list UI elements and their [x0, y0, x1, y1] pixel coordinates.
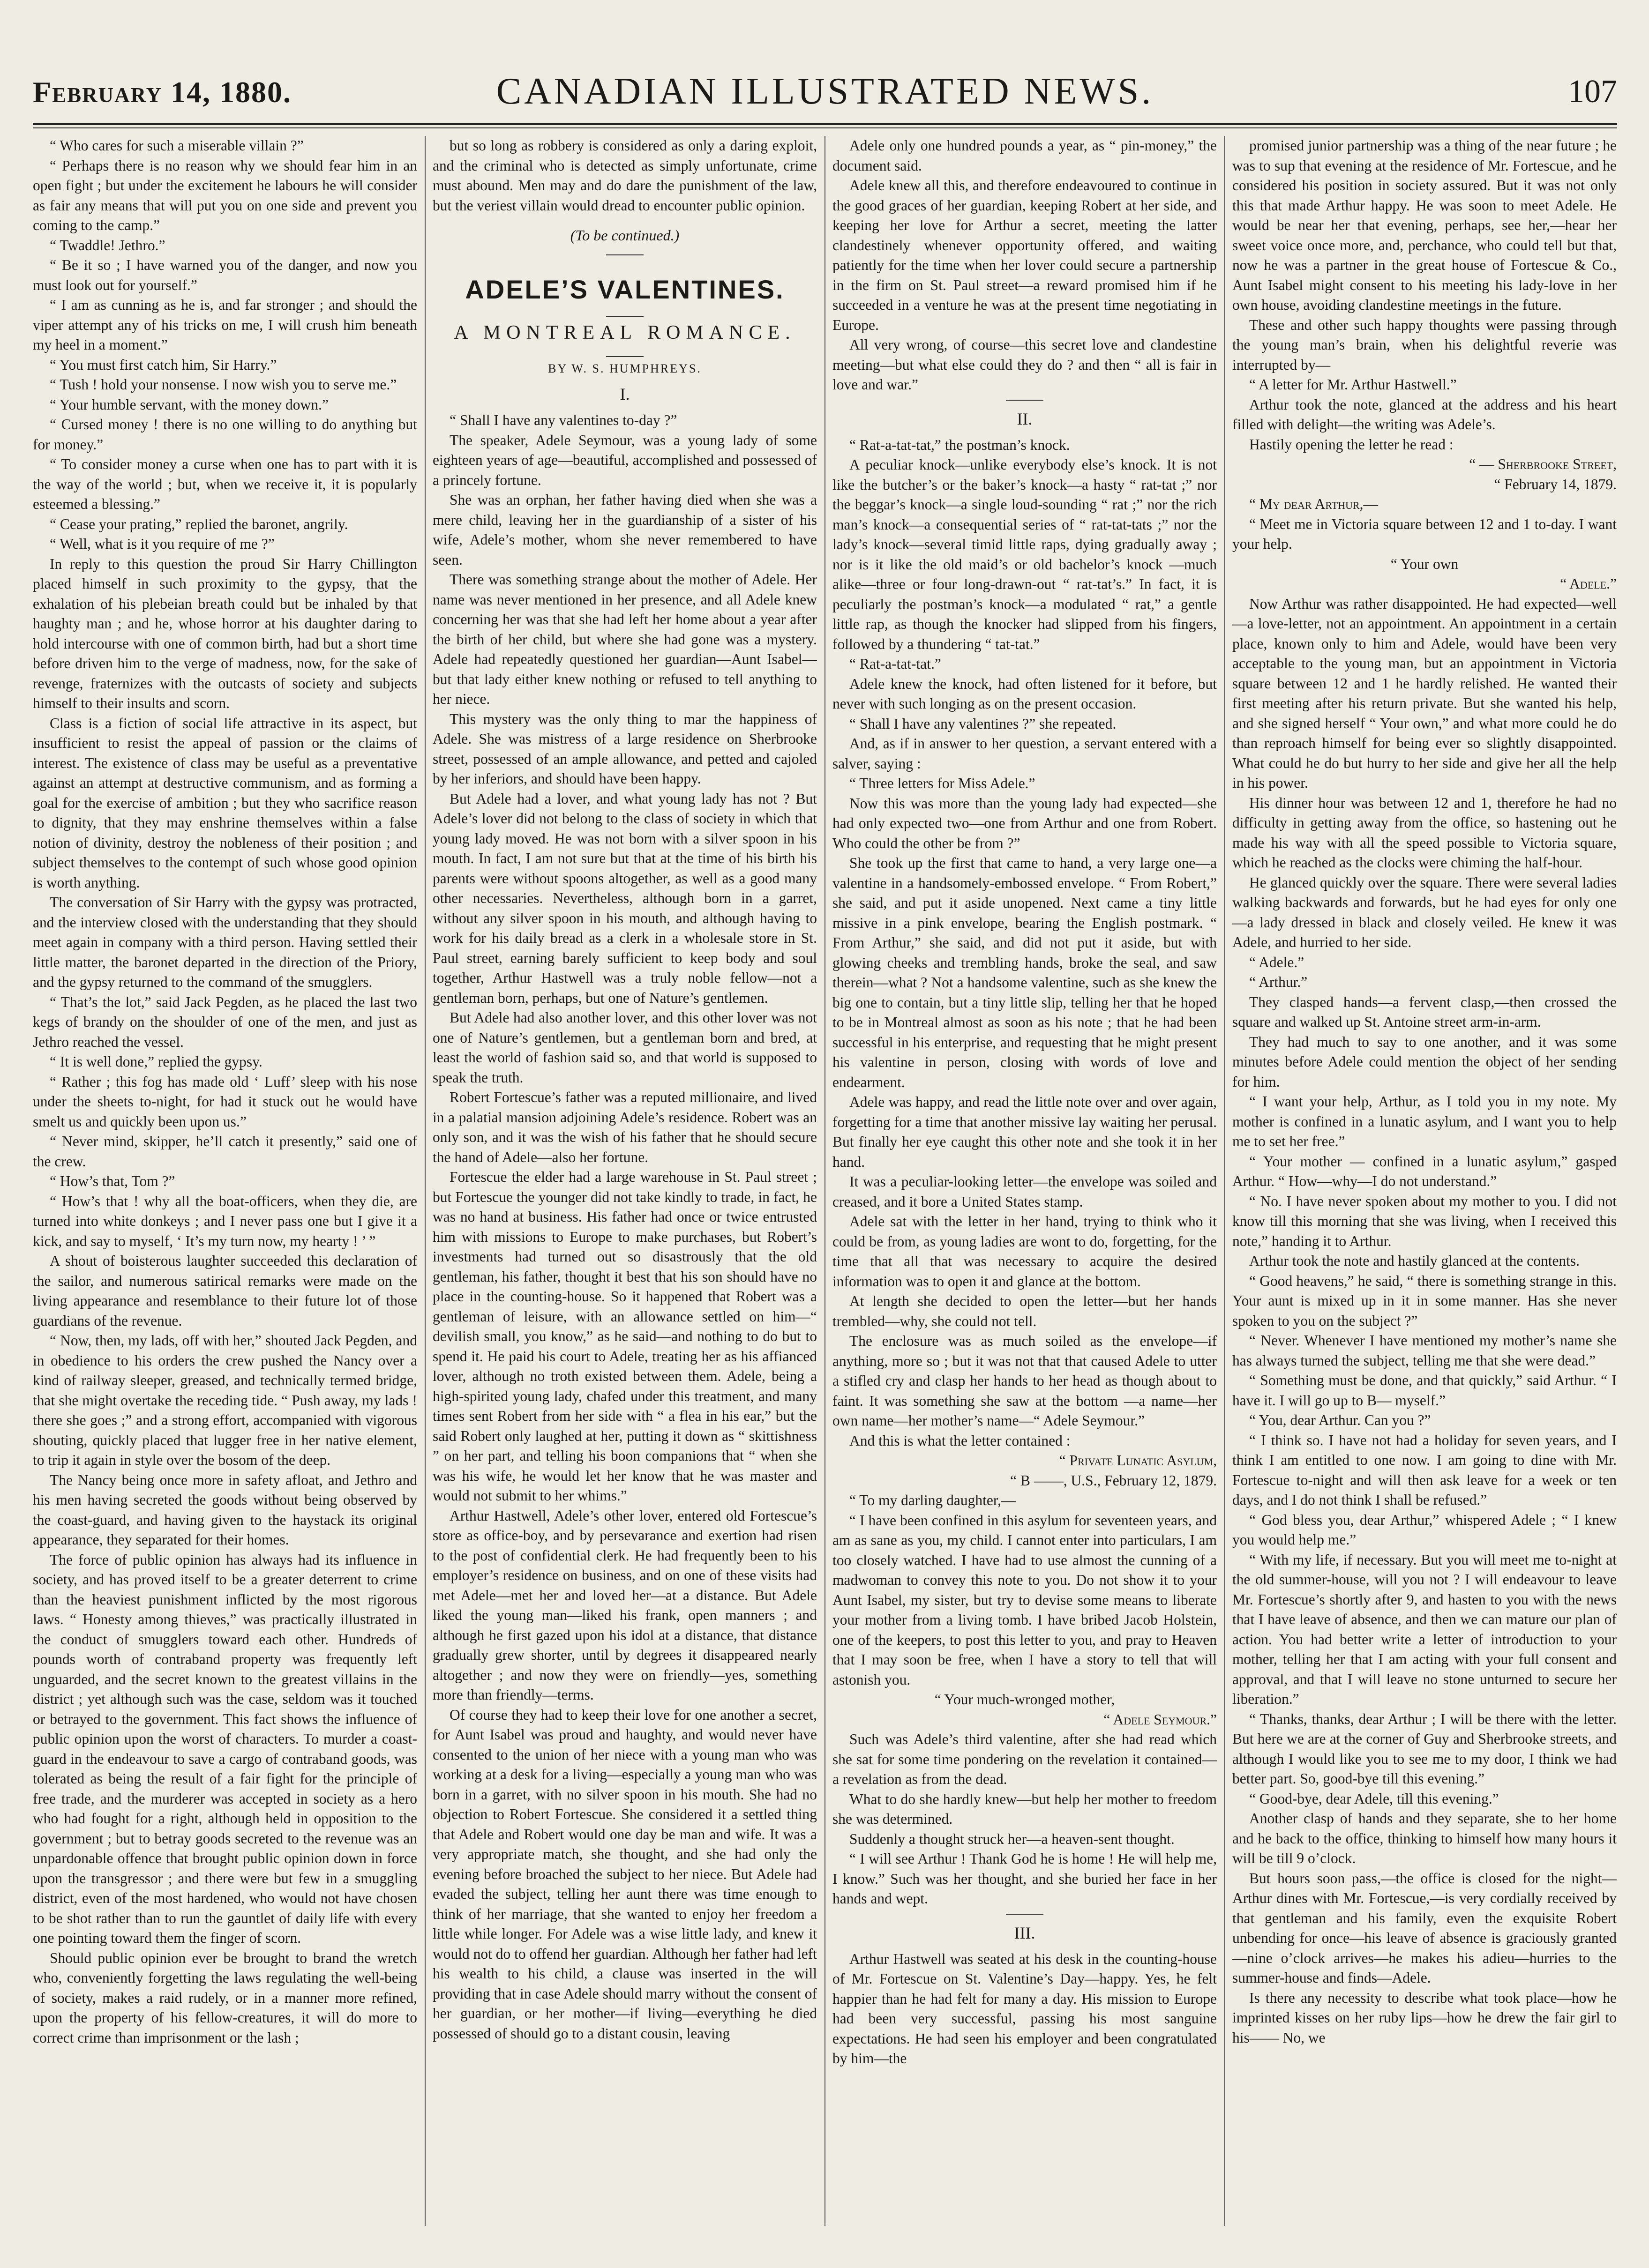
letter-closing: “ Your much-wronged mother,: [934, 1691, 1115, 1708]
paragraph: He glanced quickly over the square. There were several ladies walking backwards and forwards, but he had eyes for only one—a lady dressed in black and closely veiled. He knew it was Adele, and hurried to her side.: [1232, 874, 1617, 950]
paragraph: And, as if in answer to her question, a servant entered with a salver, saying :: [832, 735, 1217, 772]
paragraph: They clasped hands—a fervent clasp,—then crossed the square and walked up St. Antoine street arm-in-arm.: [1232, 993, 1617, 1030]
paragraph: “ How’s that ! why all the boat-officers, when they die, are turned into white donkeys ; and I never pass one but I give it a kick, and say to myself, ‘ It’s my turn now, my hearty ! ’ ”: [33, 1193, 417, 1249]
story-title: ADELE’S VALENTINES.: [465, 275, 785, 304]
section-rule: [1006, 400, 1043, 401]
paragraph: Robert Fortescue’s father was a reputed millionaire, and lived in a palatial mansion adjoining Adele’s residence. Robert was an only son, and it was the wish of his father that he should secure the hand of Adele—also her fortune.: [433, 1089, 817, 1165]
paragraph: “ Tush ! hold your nonsense. I now wish you to serve me.”: [50, 376, 397, 393]
paragraph: Another clasp of hands and they separate, she to her home and he back to the office, thinking to himself how many hours it will be till 9 o’clock.: [1232, 1810, 1617, 1866]
paragraph: “ I will see Arthur ! Thank God he is home ! He will help me, I know.” Such was her thought, and she buried her face in her hands and wept.: [832, 1850, 1217, 1907]
paragraph: “ Be it so ; I have warned you of the danger, and now you must look out for yourself.”: [33, 257, 417, 293]
letter-body: “ I have been confined in this asylum for seventeen years, and am as sane as you, my child. I cannot enter into particulars, I am too closely watched. I have had to use almost the cunning of a madwoman to convey this note to you. Do not show it to your Aunt Isabel, my sister, but try to devise some means to liberate your mother from a living tomb. I have bribed Jacob Holstein, one of the keepers, to post this letter to you, and pray to Heaven that I may soon be free, when I have a story to tell that will astonish you.: [832, 1512, 1217, 1688]
section-rule: [606, 356, 644, 357]
section-rule: [606, 254, 644, 255]
paragraph: “ Adele.”: [1249, 954, 1304, 970]
column-2: [433, 136, 817, 2245]
paragraph: “ Cease your prating,” replied the baronet, angrily.: [50, 515, 348, 532]
paragraph: They had much to say to one another, and it was some minutes before Adele could mention the object of her sending for him.: [1232, 1033, 1617, 1090]
columns: [33, 136, 1617, 2245]
paragraph: Class is a fiction of social life attractive in its aspect, but insufficient to resist the appeal of passion or the claims of interest. The existence of class may be useful as a preventative against an attempt at destructive communism, and as forming a goal for the exercise of ambition ; but they who sacrifice reason to dignity, that they may enshrine themselves within a false notion of divinity, destroy the nobleness of their position ; and subject themselves to the contempt of such whose good opinion is worth anything.: [33, 715, 417, 891]
paragraph: The force of public opinion has always had its influence in society, and has proved itself to be a greater deterrent to crime than the heaviest punishment inflicted by the most rigorous laws. “ Honesty among thieves,” was practically illustrated in the conduct of smugglers toward each other. Hundreds of pounds worth of contraband property was frequently left unguarded, and the secret known to the greatest villains in the district ; yet although such was the case, seldom was it touched or betrayed to the government. This fact shows the influence of public opinion upon the worst of characters. To murder a coast-guard in the endeavour to save a cargo of contraband goods, was tolerated as being the result of a fair fight for the principle of free trade, and the murderer was accepted in society as a hero who had fought for a right, although held in opposition to the government ; but to betray goods secreted to the revenue was an unpardonable offence that brought public opinion down in force upon the transgressor ; and there were but few in a smuggling district, even of the most hardened, who would not have chosen to be shot rather than to run the gauntlet of daily life with every one pointing toward them the finger of scorn.: [33, 1551, 417, 1946]
paragraph: “ Cursed money ! there is no one willing to do anything but for money.”: [33, 416, 417, 453]
paragraph: Such was Adele’s third valentine, after she had read which she sat for some time pondering on the revelation it contained—a revelation as from the dead.: [832, 1731, 1217, 1787]
paragraph: “ You, dear Arthur. Can you ?”: [1249, 1412, 1431, 1428]
to-be-continued: (To be continued.): [570, 227, 680, 244]
paragraph: At length she decided to open the letter—but her hands trembled—why, she could not tell.: [832, 1293, 1217, 1329]
column-divider: [824, 136, 825, 2226]
issue-date: February 14, 1880.: [33, 75, 292, 109]
paragraph: “ Rat-a-tat-tat.”: [849, 656, 941, 672]
paragraph: A peculiar knock—unlike everybody else’s knock. It is not like the butcher’s or the baker’s knock—a hasty “ rat-tat ;” nor the beggar’s knock—a single loud-sounding “ rat ;” nor the rich man’s knock—a consequential series of “ rat-tat-tats ;” nor the lady’s knock—several timid little raps, dying gradually away ; nor is it like the old maid’s or old bachelor’s knock —much alike—three or four long-drawn-out “ rat-tat’s.” In fact, it is peculiarly the postman’s knock—a modulated “ rat,” a gentle little rap, as though the knocker had slipped from his fingers, followed by a thundering “ tat-tat.”: [832, 456, 1217, 652]
paragraph: The speaker, Adele Seymour, was a young lady of some eighteen years of age—beautiful, accomplished and possessed of a princely fortune.: [433, 432, 817, 488]
newspaper-title: CANADIAN ILLUSTRATED NEWS.: [496, 71, 1154, 112]
paragraph: “ Twaddle! Jethro.”: [50, 237, 165, 254]
paragraph: “ With my life, if necessary. But you will meet me to-night at the old summer-house, will you not ? I will endeavour to leave Mr. Fortescue’s shortly after 9, and hasten to you with the news that I have leave of absence, and then we can mature our plan of action. You had better write a letter of introduction to your mother, telling her that I am acting with your full consent and approval, and that I will leave no stone unturned to secure her liberation.”: [1232, 1551, 1617, 1707]
paragraph: “ You must first catch him, Sir Harry.”: [50, 356, 277, 373]
part-heading: III.: [1014, 1923, 1035, 1942]
paragraph: “ How’s that, Tom ?”: [50, 1173, 175, 1189]
masthead: [33, 56, 1617, 122]
paragraph: “ To consider money a curse when one has to part with it is the way of the world ; but, when we receive it, it is popularly esteemed a blessing.”: [33, 456, 417, 512]
paragraph: “ Shall I have any valentines to-day ?”: [450, 412, 677, 428]
paragraph: Suddenly a thought struck her—a heaven-sent thought.: [849, 1830, 1175, 1847]
paragraph: Arthur Hastwell was seated at his desk in the counting-house of Mr. Fortescue on St. Valentine’s Day—happy. Yes, he felt happier than he had felt for many a day. His mission to Europe had been very successful, passing his most sanguine expectations. He had seen his employer and been congratulated by him—the: [832, 1950, 1217, 2067]
paragraph: “ Good-bye, dear Adele, till this evening.”: [1249, 1790, 1499, 1807]
part-3-text: [1232, 594, 1617, 2048]
paragraph: And this is what the letter contained :: [849, 1432, 1071, 1449]
paragraph: But Adele had also another lover, and this other lover was not one of Nature’s gentlemen, but a gentleman born and bred, at least the world of fashion said so, and that world is supposed to speak the truth.: [433, 1009, 817, 1086]
paragraph: The conversation of Sir Harry with the gypsy was protracted, and the interview closed with the understanding that they should meet again in company with a third person. Having settled their little matter, the baronet departed in the direction of the Priory, and the gypsy returned to the command of the smugglers.: [33, 894, 417, 990]
column-1: [33, 136, 417, 2245]
paragraph: The Nancy being once more in safety afloat, and Jethro and his men having secreted the goods without being observed by the coast-guard, and having given to the haystack its original appearance, they separated for their homes.: [33, 1471, 417, 1548]
paragraph: Fortescue the elder had a large warehouse in St. Paul street ; but Fortescue the younger did not take kindly to trade, in fact, he was no hand at business. His father had once or twice entrusted him with missions to Europe to make purchases, but Robert’s investments had turned out so disastrously that the old gentleman, his father, thought it best that his son should have no place in the counting-house. So it happened that Robert was a gentleman of leisure, with an allowance settled on him—“ devilish small, you know,” as he said—and nothing to do but to spend it. He paid his court to Adele, treating her as his affianced lover, although no troth existed between them. Adele, being a high-spirited young lady, chafed under this treatment, and many times sent Robert from her side with “ a flea in his ear,” but the said Robert only laughed at her, putting it down as “ skittishness ” on her part, and telling his boon companions that “ when she was his wife, he would let her know that he was master and would not submit to her whims.”: [433, 1169, 817, 1504]
part-heading: II.: [1017, 409, 1033, 428]
paragraph: “ Good heavens,” he said, “ there is something strange in this. Your aunt is mixed up in it in some manner. Has she never spoken to you on the subject ?”: [1232, 1272, 1617, 1329]
paragraph: She took up the first that came to hand, a very large one—a valentine in a handsomely-embossed envelope. “ From Robert,” she said, and put it aside unopened. Next came a tiny little missive in a pink envelope, bearing the English postmark. “ From Arthur,” she said, and did not put it aside, but with glowing cheeks and trembling hands, broke the seal, and saw therein—what ? Not a handsome valentine, such as she knew the big one to contain, but a tiny little slip, telling her that he hoped to be in Montreal almost as soon as his note ; that he had been successful in his enterprise, and requesting that he might present his valentine in person, closing with words of love and endearment.: [832, 855, 1217, 1090]
column-divider: [425, 136, 426, 2226]
paragraph: She was an orphan, her father having died when she was a mere child, leaving her in the guardianship of a sister of his wife, Adele’s mother, whom she never remembered to have seen.: [433, 492, 817, 568]
paragraph: Of course they had to keep their love for one another a secret, for Aunt Isabel was proud and haughty, and would never have consented to the union of her niece with a young man who was working at a desk for a living—especially a young man who was born in a garret, with no silver spoon in his mouth. She had no objection to Robert Fortescue. She considered it a settled thing that Adele and Robert would one day be man and wife. It was a very appropriate match, she thought, and she had only the evening before broached the subject to her niece. But Adele had evaded the subject, telling her aunt there was time enough to think of her marriage, that she wanted to enjoy her freedom a little while longer. For Adele was a wise little lady, and knew it would not do to offend her guardian. Although her father had left his wealth to his child, a clause was inserted in the will providing that in case Adele should marry without the consent of her guardian, or her mother—if living—everything he died possessed of should go to a distant cousin, leaving: [433, 1706, 817, 2042]
part-1-text: [433, 410, 817, 2044]
paragraph: Adele knew all this, and therefore endeavoured to continue in the good graces of her guardian, keeping Robert at her side, and keeping her love for Arthur a secret, meeting the latter clandestinely whenever opportunity offered, and waiting patiently for the time when her lover could secure a partnership in the firm on St. Paul street—a reward promised him if he succeeded in a venture he was at the present time negotiating in Europe.: [832, 177, 1217, 333]
paragraph: Hastily opening the letter he read :: [1249, 436, 1454, 453]
paragraph: Is there any necessity to describe what took place—how he imprinted kisses on her ruby lips—how he drew the fair girl to his—— No, we: [1232, 1989, 1617, 2046]
serial-ending: [433, 136, 817, 216]
column-4: [1232, 136, 1617, 2245]
paragraph: “ Perhaps there is no reason why we should fear him in an open fight ; but under the excitement he labours he will consider as fair any means that will put you on one side and prevent you coming to the camp.”: [33, 157, 417, 233]
paragraph: “ Your mother — confined in a lunatic asylum,” gasped Arthur. “ How—why—I do not understand.”: [1232, 1153, 1617, 1189]
paragraph: “ I am as cunning as he is, and far stronger ; and should the viper attempt any of his tricks on me, I will crush him beneath my heel in a moment.”: [33, 297, 417, 353]
masthead-rule: [33, 123, 1617, 125]
letter-heading: “ Private Lunatic Asylum,: [1059, 1452, 1217, 1469]
column-divider: [1224, 136, 1225, 2226]
paragraph: In reply to this question the proud Sir Harry Chillington placed himself in such proximity to the gypsy, that the exhalation of his plebeian breath could but be inhaled by that haughty man ; and he, whose horror at his daughter daring to hold intercourse with one of common birth, had but a short time before driven him to the verge of madness, now, for the sake of revenge, fraternizes with the outcasts of society and subjects himself to their insults and scorn.: [33, 555, 417, 711]
paragraph: But hours soon pass,—the office is closed for the night—Arthur dines with Mr. Fortescue,—is very cordially received by that gentleman and his family, even the exquisite Robert unbending for once—his leave of absence is graciously granted—nine o’clock arrives—he makes his adieu—hurries to the summer-house and finds—Adele.: [1232, 1870, 1617, 1986]
byline: BY W. S. HUMPHREYS.: [548, 362, 702, 375]
paragraph: “ Three letters for Miss Adele.”: [849, 775, 1035, 791]
paragraph: “ I want your help, Arthur, as I told you in my note. My mother is confined in a lunatic asylum, and I want you to help me to set her free.”: [1232, 1093, 1617, 1149]
paragraph: Arthur took the note and hastily glanced at the contents.: [1249, 1253, 1580, 1269]
paragraph: This mystery was the only thing to mar the happiness of Adele. She was mistress of a large residence on Sherbrooke street, possessed of an ample allowance, and petted and cajoled by her inferiors, and should have been happy.: [433, 710, 817, 787]
paragraph: Adele only one hundred pounds a year, as “ pin-money,” the document said.: [832, 137, 1217, 174]
paragraph: Adele sat with the letter in her hand, trying to think who it could be from, as young ladies are wont to do, forgetting, for the time that all that was necessary to acquire the desired information was to open it and glance at the bottom.: [832, 1213, 1217, 1290]
paragraph: Should public opinion ever be brought to brand the wretch who, conveniently forgetting the laws regulating the well-being of society, makes a raid rudely, or in a manner more refined, upon the property of his fellow-creatures, it will do more to correct crime than imprisonment or the lash ;: [33, 1949, 417, 2046]
paragraph: Now this was more than the young lady had expected—she had only expected two—one from Arthur and one from Robert. Who could the other be from ?”: [832, 795, 1217, 851]
paragraph: promised junior partnership was a thing of the near future ; he was to sup that evening at the residence of Mr. Fortescue, and he considered his position in society assured. But it was not only this that made Arthur happy. He was soon to meet Adele. He would be near her that evening, perhaps, see her,—hear her sweet voice once more, and, perchance, who could tell but that, now he was a partner in the great house of Fortescue & Co., Aunt Isabel might consent to his meeting his lady-love in her own house, avoiding clandestine meetings in the future.: [1232, 137, 1617, 313]
part-3-text: [832, 1949, 1217, 2069]
paragraph: “ Well, what is it you require of me ?”: [50, 536, 275, 552]
paragraph: There was something strange about the mother of Adele. Her name was never mentioned in her presence, and all Adele knew concerning her was that she had left her home about a year after the birth of her child, but where she had gone was a mystery. Adele had repeatedly questioned her guardian—Aunt Isabel—but that lady either knew nothing or refused to tell anything to her niece.: [433, 571, 817, 707]
paragraph: “ God bless you, dear Arthur,” whispered Adele ; “ I knew you would help me.”: [1232, 1511, 1617, 1548]
paragraph: but so long as robbery is considered as only a daring exploit, and the criminal who is detected as simply unfortunate, crime must abound. Men may and do dare the punishment of the law, but the veriest villain would dread to encounter public opinion.: [433, 137, 817, 214]
paragraph: “ Arthur.”: [1249, 974, 1308, 990]
paragraph: “ Never mind, skipper, he’ll catch it presently,” said one of the crew.: [33, 1133, 417, 1170]
adele-letter: [1232, 455, 1617, 594]
part-2-text: [832, 435, 1217, 1451]
letter-heading: “ B ——, U.S., February 12, 1879.: [1010, 1472, 1217, 1489]
paragraph: A shout of boisterous laughter succeeded this declaration of the sailor, and numerous satirical remarks were made on the living appearance and resemblance to their future lot of those guardians of the revenue.: [33, 1253, 417, 1329]
paragraph: Now Arthur was rather disappointed. He had expected—well—a love-letter, not an appointment. An appointment in a certain place, known only to him and Adele, would have been very acceptable to the young man, but an appointment in Victoria square between 12 and 1 he hardly relished. He wanted their first meeting after his return private. But she wanted his help, and she signed herself “ Your own,” and what more could he do than reproach himself for being ever so slightly disappointed. What could he do but hurry to her side and give her all the help in his power.: [1232, 595, 1617, 791]
paragraph: His dinner hour was between 12 and 1, therefore he had no difficulty in getting away from the office, so hastening out he made his way with all the speed possible to Victoria square, which he reached as the clocks were chiming the half-hour.: [1232, 794, 1617, 871]
masthead-rule-thin: [33, 127, 1617, 128]
paragraph: “ Now, then, my lads, off with her,” shouted Jack Pegden, and in obedience to his orders the crew pushed the Nancy over a kind of railway sleeper, greased, and technically termed bridge, that she might overtake the receding tide. “ Push away, my lads ! there she goes ;” and a strong effort, accompanied with vigorous shouting, quickly placed that lugger free in her native element, to trip it again in style over the bosom of the deep.: [33, 1332, 417, 1468]
story-subtitle: A MONTREAL ROMANCE.: [454, 322, 796, 343]
part-heading: I.: [620, 385, 630, 403]
paragraph: “ I think so. I have not had a holiday for seven years, and I think I am entitled to one now. I am going to dine with Mr. Fortescue to-night and will then ask leave for a week or ten days, and I do not think I shall be refused.”: [1232, 1432, 1617, 1508]
letter-signature: “ Adele Seymour.”: [1103, 1711, 1217, 1728]
paragraph: But Adele had a lover, and what young lady has not ? But Adele’s lover did not belong to the class of society in which that young lady moved. He was not born with a silver spoon in his mouth. In fact, I am not sure but that at the time of his birth his parents were without spoons altogether, as well as a good many other necessaries. Nevertheless, although born in a garret, without any silver spoon in his mouth, and although having to work for his daily bread as a clerk in a wholesale store in St. Paul street, earning barely sufficient to keep body and soul together, Arthur Hastwell was a truly noble fellow—not a gentleman born, perhaps, but one of Nature’s gentlemen.: [433, 790, 817, 1006]
column-3: [832, 136, 1217, 2245]
letter-salutation: “ To my darling daughter,—: [849, 1492, 1016, 1508]
paragraph: “ Rat-a-tat-tat,” the postman’s knock.: [849, 436, 1070, 453]
paragraph: “ Who cares for such a miserable villain ?”: [50, 137, 304, 154]
section-rule: [1006, 1914, 1043, 1915]
letter-heading: “ February 14, 1879.: [1494, 476, 1617, 492]
letter-closing: “ Your own: [1390, 555, 1459, 572]
paragraph: “ It is well done,” replied the gypsy.: [50, 1053, 262, 1070]
paragraph: “ Shall I have any valentines ?” she repeated.: [849, 715, 1117, 732]
paragraph: “ Your humble servant, with the money down.”: [50, 396, 329, 413]
letter-salutation: “ My dear Arthur,—: [1249, 496, 1379, 512]
paragraph: “ Never. Whenever I have mentioned my mother’s name she has always turned the subject, telling me that she were dead.”: [1232, 1332, 1617, 1369]
paragraph: “ Rather ; this fog has made old ‘ Luff’ sleep with his nose under the sheets to-night, for had it stuck out he would have smelt us and quickly been upon us.”: [33, 1073, 417, 1130]
paragraph: “ Thanks, thanks, dear Arthur ; I will be there with the letter. But here we are at the corner of Guy and Sherbrooke streets, and although I would like you to see me to my door, I think we had better part. So, good-bye till this evening.”: [1232, 1710, 1617, 1787]
part-3-continued: [1232, 136, 1617, 455]
paragraph: Arthur took the note, glanced at the address and his heart filled with delight—the writing was Adele’s.: [1232, 396, 1617, 433]
letter-heading: “ — Sherbrooke Street,: [1469, 456, 1617, 472]
paragraph: “ That’s the lot,” said Jack Pegden, as he placed the last two kegs of brandy on the shoulder of one of the men, and just as Jethro reached the vessel.: [33, 993, 417, 1050]
paragraph: The enclosure was as much soiled as the envelope—if anything, more so ; but it was not that that caused Adele to utter a stifled cry and clasp her hands to her head as though about to faint. It was something she saw at the bottom —a name—her own name—her mother’s name—“ Adele Seymour.”: [832, 1333, 1217, 1429]
mother-letter: [832, 1451, 1217, 1730]
part-2-ending: [832, 1730, 1217, 1909]
page-number: 107: [1568, 74, 1617, 110]
letter-body: “ Meet me in Victoria square between 12 and 1 to-day. I want your help.: [1232, 515, 1617, 552]
paragraph: “ Something must be done, and that quickly,” said Arthur. “ I have it. I will go up to B— myself.”: [1232, 1372, 1617, 1409]
paragraph: “ A letter for Mr. Arthur Hastwell.”: [1249, 376, 1457, 393]
section-rule: [606, 316, 644, 317]
paragraph: Adele was happy, and read the little note over and over again, forgetting for a time that another missive lay waiting her perusal. But finally her eye caught this other note and she took it in her hand.: [832, 1094, 1217, 1170]
part-1-ending: [832, 136, 1217, 395]
letter-signature: “ Adele.”: [1560, 575, 1617, 592]
paragraph: It was a peculiar-looking letter—the envelope was soiled and creased, and it bore a United States stamp.: [832, 1173, 1217, 1210]
paragraph: Adele knew the knock, had often listened for it before, but never with such longing as on the present occasion.: [832, 675, 1217, 712]
paragraph: These and other such happy thoughts were passing through the young man’s brain, when his delightful reverie was interrupted by—: [1232, 316, 1617, 373]
paragraph: “ No. I have never spoken about my mother to you. I did not know till this morning that she was living, when I received this note,” handing it to Arthur.: [1232, 1193, 1617, 1249]
paragraph: All very wrong, of course—this secret love and clandestine meeting—but what else could they do ? and then “ all is fair in love and war.”: [832, 336, 1217, 393]
paragraph: Arthur Hastwell, Adele’s other lover, entered old Fortescue’s store as office-boy, and by persevarance and exertion had risen to the post of confidential clerk. He had frequently been to his employer’s residence on business, and on one of these visits had met Adele—met her and loved her—at a distance. But Adele liked the young man—liked his frank, open manners ; and although he first gazed upon his idol at a distance, that distance gradually grew shorter, until by degrees it disappeared nearly altogether ; and now they were on friendly—yes, something more than friendly—terms.: [433, 1507, 817, 1703]
paragraph: What to do she hardly knew—but help her mother to freedom she was determined.: [832, 1791, 1217, 1827]
